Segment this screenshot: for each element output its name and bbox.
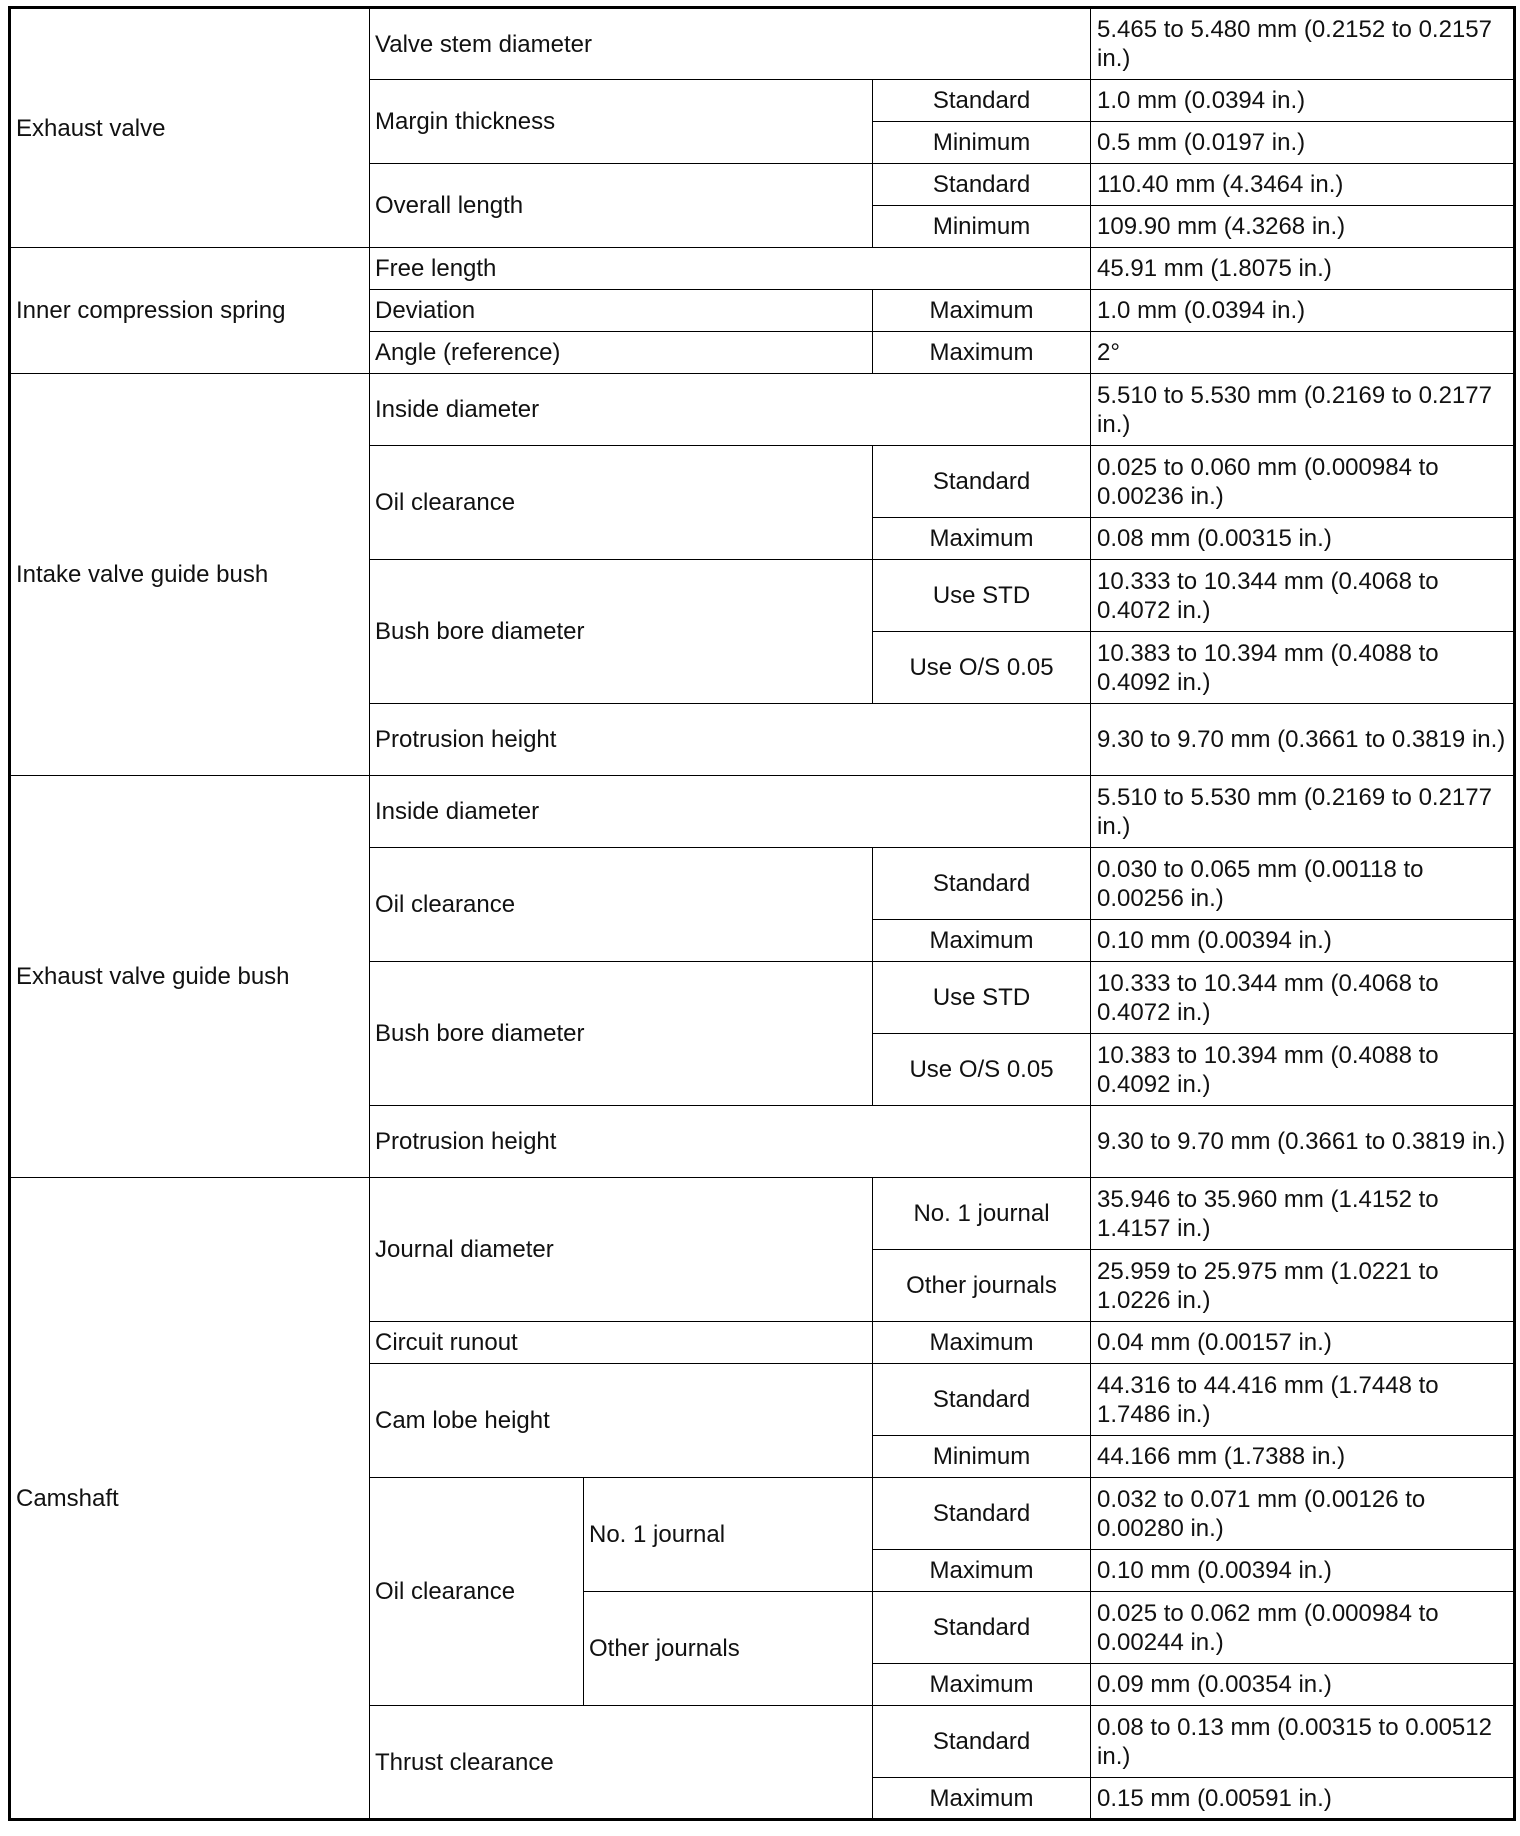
spec-value: 35.946 to 35.960 mm (1.4152 to 1.4157 in.) [1091, 1178, 1515, 1250]
spec-value: 0.15 mm (0.00591 in.) [1091, 1778, 1515, 1820]
condition-label: Use O/S 0.05 [873, 1034, 1091, 1106]
spec-value: 44.316 to 44.416 mm (1.7448 to 1.7486 in.) [1091, 1364, 1515, 1436]
condition-label: Use O/S 0.05 [873, 632, 1091, 704]
item-label: Protrusion height [370, 1106, 1091, 1178]
condition-label: Minimum [873, 206, 1091, 248]
condition-label: Standard [873, 1706, 1091, 1778]
item-label: Cam lobe height [370, 1364, 873, 1478]
condition-label: Maximum [873, 920, 1091, 962]
spec-value: 10.383 to 10.394 mm (0.4088 to 0.4092 in.) [1091, 632, 1515, 704]
spec-value: 0.04 mm (0.00157 in.) [1091, 1322, 1515, 1364]
condition-label: Maximum [873, 290, 1091, 332]
spec-value: 0.025 to 0.060 mm (0.000984 to 0.00236 in.) [1091, 446, 1515, 518]
table-row [10, 776, 1515, 848]
table-row [10, 374, 1515, 446]
spec-value: 0.032 to 0.071 mm (0.00126 to 0.00280 in.) [1091, 1478, 1515, 1550]
condition-label: Maximum [873, 1778, 1091, 1820]
table-row [10, 8, 1515, 80]
spec-value: 1.0 mm (0.0394 in.) [1091, 290, 1515, 332]
spec-value: 0.09 mm (0.00354 in.) [1091, 1664, 1515, 1706]
spec-table [8, 6, 1516, 1821]
spec-value: 44.166 mm (1.7388 in.) [1091, 1436, 1515, 1478]
condition-label: Standard [873, 1478, 1091, 1550]
condition-label: Maximum [873, 1664, 1091, 1706]
condition-label: Use STD [873, 560, 1091, 632]
condition-label: Standard [873, 446, 1091, 518]
item-label: Journal diameter [370, 1178, 873, 1322]
spec-value: 9.30 to 9.70 mm (0.3661 to 0.3819 in.) [1091, 704, 1515, 776]
condition-label: Standard [873, 1592, 1091, 1664]
group-label: Exhaust valve [10, 8, 370, 248]
item-label: Thrust clearance [370, 1706, 873, 1820]
condition-label: Maximum [873, 332, 1091, 374]
condition-label: Minimum [873, 122, 1091, 164]
condition-label: Standard [873, 80, 1091, 122]
condition-label: Maximum [873, 1550, 1091, 1592]
condition-label: Standard [873, 164, 1091, 206]
condition-label: Maximum [873, 1322, 1091, 1364]
item-label: Valve stem diameter [370, 8, 1091, 80]
condition-label: Standard [873, 1364, 1091, 1436]
spec-value: 0.030 to 0.065 mm (0.00118 to 0.00256 in.) [1091, 848, 1515, 920]
spec-value: 5.510 to 5.530 mm (0.2169 to 0.2177 in.) [1091, 374, 1515, 446]
item-label: Margin thickness [370, 80, 873, 164]
item-label: Protrusion height [370, 704, 1091, 776]
sub-item-label: No. 1 journal [584, 1478, 873, 1592]
item-label: Inside diameter [370, 374, 1091, 446]
condition-label: Use STD [873, 962, 1091, 1034]
spec-value: 0.5 mm (0.0197 in.) [1091, 122, 1515, 164]
condition-label: Maximum [873, 518, 1091, 560]
spec-value: 0.10 mm (0.00394 in.) [1091, 1550, 1515, 1592]
condition-label: Other journals [873, 1250, 1091, 1322]
spec-value: 110.40 mm (4.3464 in.) [1091, 164, 1515, 206]
spec-value: 109.90 mm (4.3268 in.) [1091, 206, 1515, 248]
item-label: Oil clearance [370, 446, 873, 560]
spec-value: 1.0 mm (0.0394 in.) [1091, 80, 1515, 122]
item-label: Inside diameter [370, 776, 1091, 848]
item-label: Overall length [370, 164, 873, 248]
item-label: Deviation [370, 290, 873, 332]
group-label: Intake valve guide bush [10, 374, 370, 776]
spec-value: 0.10 mm (0.00394 in.) [1091, 920, 1515, 962]
condition-label: No. 1 journal [873, 1178, 1091, 1250]
item-label: Free length [370, 248, 1091, 290]
condition-label: Standard [873, 848, 1091, 920]
spec-value: 45.91 mm (1.8075 in.) [1091, 248, 1515, 290]
spec-value: 0.025 to 0.062 mm (0.000984 to 0.00244 in.) [1091, 1592, 1515, 1664]
spec-value: 0.08 to 0.13 mm (0.00315 to 0.00512 in.) [1091, 1706, 1515, 1778]
spec-value: 0.08 mm (0.00315 in.) [1091, 518, 1515, 560]
group-label: Camshaft [10, 1178, 370, 1820]
table-row [10, 1178, 1515, 1250]
item-label: Angle (reference) [370, 332, 873, 374]
group-label: Exhaust valve guide bush [10, 776, 370, 1178]
item-label: Circuit runout [370, 1322, 873, 1364]
spec-value: 10.333 to 10.344 mm (0.4068 to 0.4072 in.) [1091, 560, 1515, 632]
item-label: Bush bore diameter [370, 962, 873, 1106]
spec-value: 5.510 to 5.530 mm (0.2169 to 0.2177 in.) [1091, 776, 1515, 848]
spec-value: 10.383 to 10.394 mm (0.4088 to 0.4092 in.) [1091, 1034, 1515, 1106]
group-label: Inner compression spring [10, 248, 370, 374]
spec-value: 25.959 to 25.975 mm (1.0221 to 1.0226 in.) [1091, 1250, 1515, 1322]
spec-value: 5.465 to 5.480 mm (0.2152 to 0.2157 in.) [1091, 8, 1515, 80]
table-row [10, 248, 1515, 290]
condition-label: Minimum [873, 1436, 1091, 1478]
sub-item-label: Other journals [584, 1592, 873, 1706]
item-label: Bush bore diameter [370, 560, 873, 704]
spec-value: 2° [1091, 332, 1515, 374]
item-label: Oil clearance [370, 848, 873, 962]
spec-value: 9.30 to 9.70 mm (0.3661 to 0.3819 in.) [1091, 1106, 1515, 1178]
spec-value: 10.333 to 10.344 mm (0.4068 to 0.4072 in.) [1091, 962, 1515, 1034]
item-label: Oil clearance [370, 1478, 584, 1706]
